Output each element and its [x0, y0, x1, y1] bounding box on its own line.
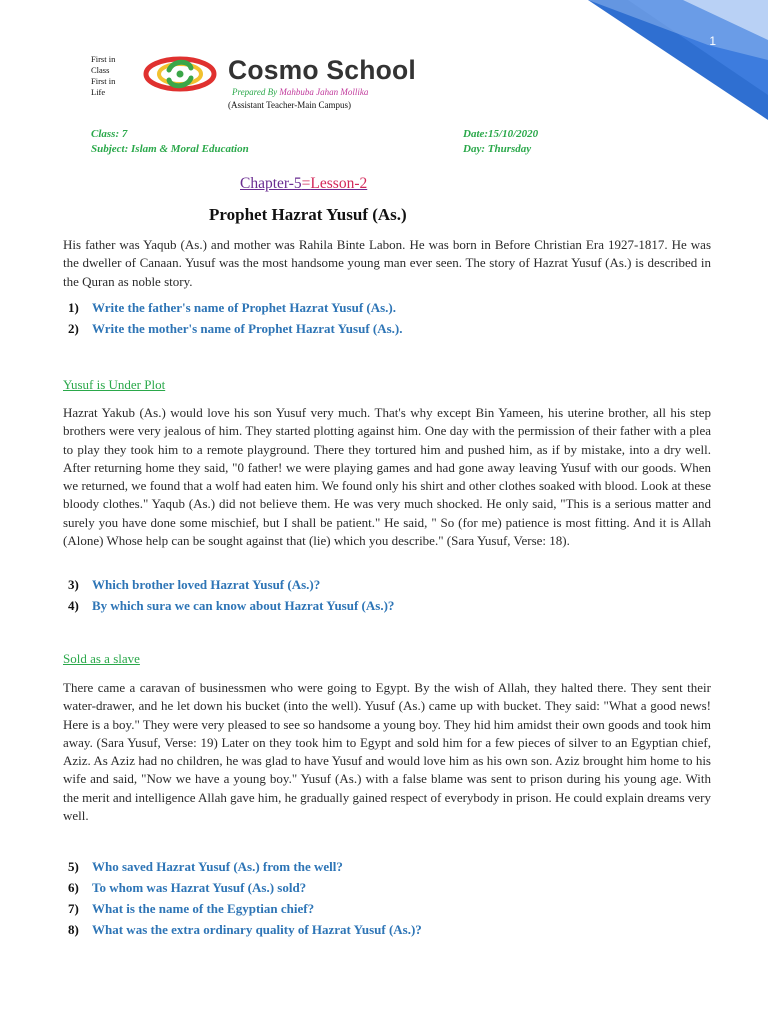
section-heading: Yusuf is Under Plot: [63, 377, 166, 392]
question-item: [68, 922, 422, 943]
tagline-line: Life: [91, 87, 106, 97]
intro-paragraph: His father was Yaqub (As.) and mother was Rahila Binte Labon. He was born in Before Christian Era 1927-1817. He was the dweller of Canaan. Yusuf was the most handsome young man ever seen. The story of Hazrat Yusuf (As.) is described in the Quran as noble story.: [63, 237, 711, 289]
question-item: [68, 598, 394, 619]
school-name: Cosmo School: [228, 55, 416, 85]
question-item: [68, 859, 422, 880]
question-list: [68, 577, 394, 619]
section-heading: Sold as a slave: [63, 651, 140, 666]
question-item: [68, 300, 403, 321]
date-label: Date:15/10/2020: [463, 128, 539, 140]
question-text: Write the father's name of Prophet Hazrat Yusuf (As.).: [92, 300, 397, 315]
question-number: 1): [68, 300, 79, 315]
question-number: 4): [68, 598, 79, 613]
page-number: 1: [709, 34, 716, 48]
question-list: [68, 300, 403, 342]
question-number: 5): [68, 859, 79, 874]
lesson-label: Lesson-2: [310, 175, 368, 192]
teacher-role: (Assistant Teacher-Main Campus): [228, 100, 351, 110]
question-item: [68, 577, 394, 598]
tagline-line: First in: [91, 76, 116, 86]
corner-decoration: [588, 0, 768, 120]
question-item: [68, 880, 422, 901]
class-label: Class: 7: [91, 128, 128, 140]
teacher-name: Mahbuba Jahan Mollika: [279, 87, 369, 97]
prepared-label: Prepared By: [232, 87, 278, 97]
tagline-line: Class: [91, 65, 110, 75]
chapter-label: Chapter-5: [240, 175, 302, 192]
question-number: 7): [68, 901, 79, 916]
question-number: 8): [68, 922, 79, 937]
chapter-heading: [240, 175, 367, 193]
question-text: Write the mother's name of Prophet Hazrat Yusuf (As.).: [92, 321, 403, 336]
question-text: What is the name of the Egyptian chief?: [92, 901, 315, 916]
question-list: [68, 859, 422, 943]
question-item: [68, 901, 422, 922]
school-logo-icon: [143, 56, 217, 92]
question-text: Who saved Hazrat Yusuf (As.) from the well?: [92, 859, 343, 874]
question-text: To whom was Hazrat Yusuf (As.) sold?: [92, 880, 307, 895]
page-title: Prophet Hazrat Yusuf (As.): [209, 205, 407, 224]
question-number: 2): [68, 321, 79, 336]
question-number: 6): [68, 880, 79, 895]
tagline-line: First in: [91, 54, 116, 64]
section-paragraph: There came a caravan of businessmen who were going to Egypt. By the wish of Allah, they halted there. They sent their water-drawer, and he let down his bucket (into the well). Yusuf (As.) came up with bucket. They said: "What a good news! Here is a boy." They were very pleased to see so handsome a young boy. They hid him amidst their own goods and took him away. (Sara Yusuf, Verse: 19) Later on they took him to Egypt and sold him for a few pieces of silver to an Egyptian chief, Aziz. As Aziz had no children, he was glad to have Yusuf and would love him as his own son. Aziz brought him home to his wife and said, "Now we have a young boy." Yusuf (As.) with a false blame was sent to prison during his young age. With the merit and intelligence Allah gave him, he gradually gained respect of everybody in prison. He could explain dreams very well.: [63, 680, 711, 824]
question-text: Which brother loved Hazrat Yusuf (As.)?: [92, 577, 321, 592]
question-item: [68, 321, 403, 342]
day-label: Day: Thursday: [463, 143, 532, 155]
subject-label: Subject: Islam & Moral Education: [91, 143, 249, 155]
prepared-by: [232, 87, 368, 97]
question-number: 3): [68, 577, 79, 592]
question-text: By which sura we can know about Hazrat Yusuf (As.)?: [92, 598, 395, 613]
school-tagline: [91, 54, 115, 98]
question-text: What was the extra ordinary quality of Hazrat Yusuf (As.)?: [92, 922, 422, 937]
chapter-separator: =: [301, 175, 311, 192]
section-paragraph: Hazrat Yakub (As.) would love his son Yusuf very much. That's why except Bin Yameen, his uterine brother, all his step brothers were very jealous of him. They started plotting against him. One day with the permission of their father with a plea to play they took him to a remote playground. There they tortured him and pushed him, as if by mistake, into a dry well. After returning home they said, "0 father! we were playing games and had gone away leaving Yusuf with our goods. When we returned, we found that a wolf had eaten him. We found only his shirt and other clothes soaked with blood. Look at these bloody clothes." Yaqub (As.) did not believe them. He was very much shocked. He only said, "This is a serious matter and surely you have done some mischief, but I shall be patient." He said, " So (for me) patience is most fitting. And it is Allah (Alone) Whose help can be sought against that (lie) which you describe." (Sara Yusuf, Verse: 18).: [63, 405, 711, 549]
